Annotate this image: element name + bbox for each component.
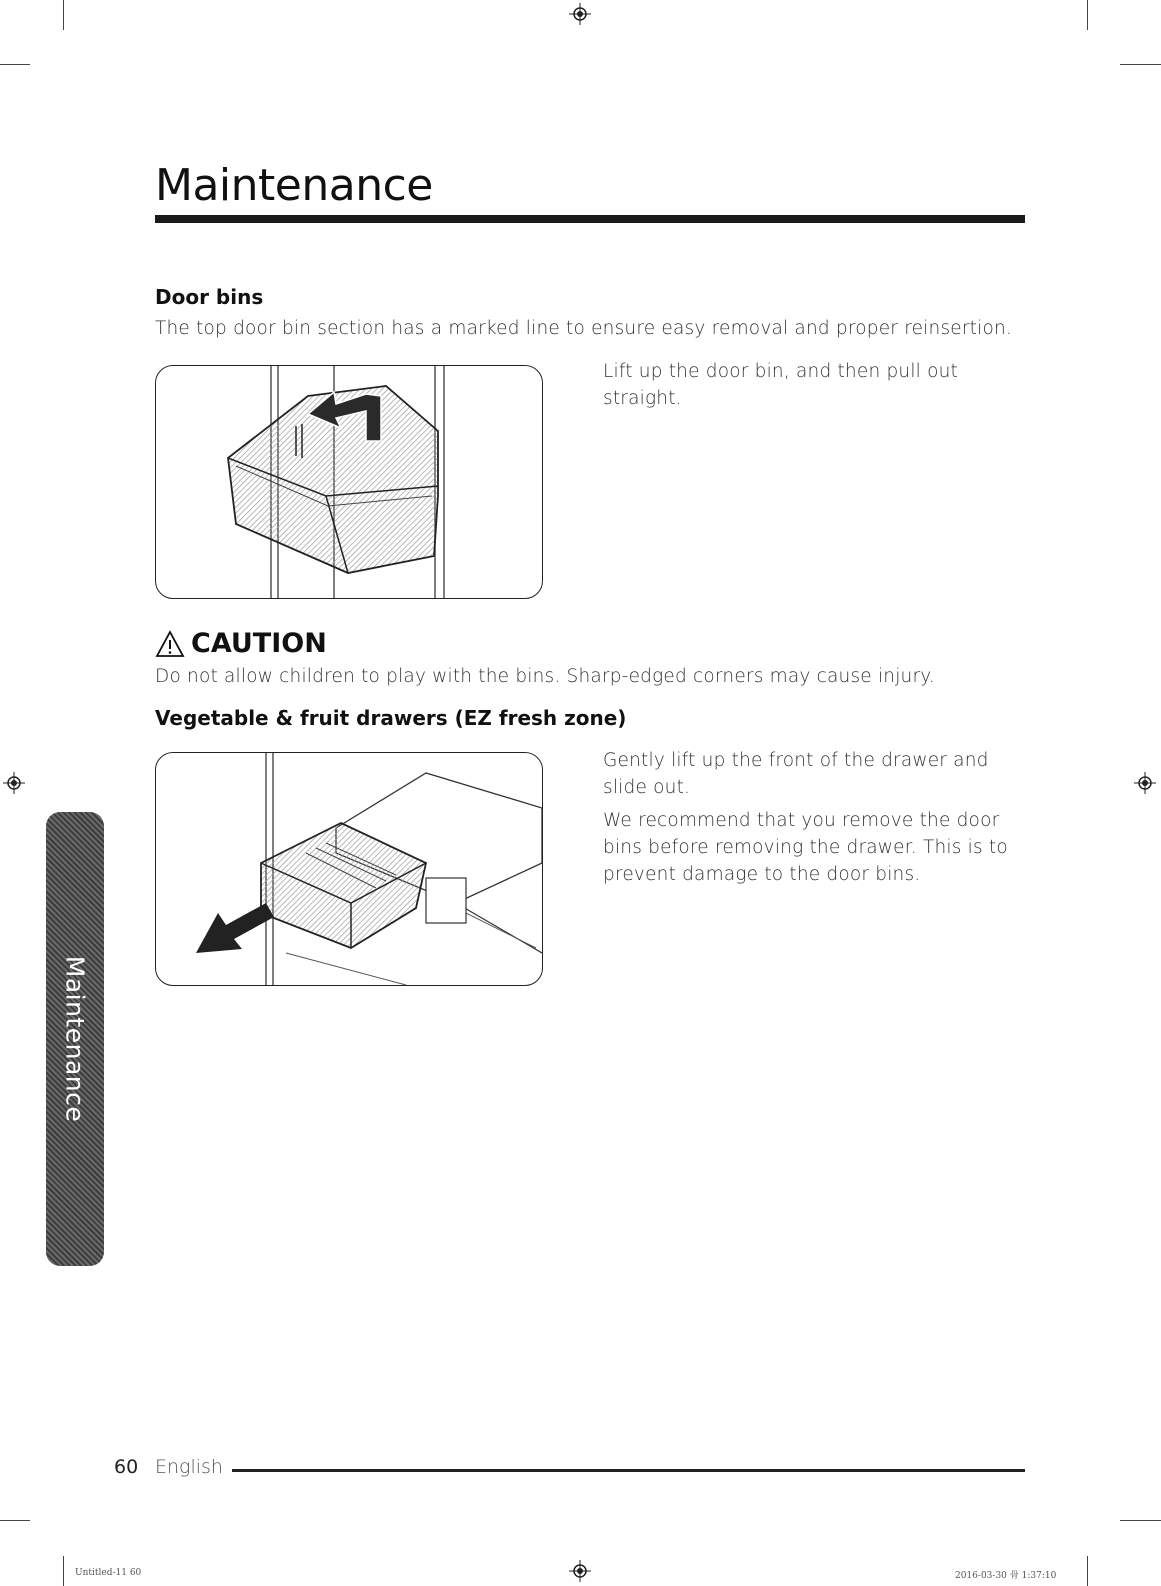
vegetable-drawers-instructions <box>603 747 1008 888</box>
caution-label: CAUTION <box>191 628 327 659</box>
vegetable-drawer-illustration <box>155 752 543 986</box>
door-bins-heading: Door bins <box>155 285 264 309</box>
footer-rule <box>232 1469 1025 1472</box>
crop-mark <box>0 1520 30 1521</box>
crop-mark <box>63 0 64 30</box>
print-slug-right: 2016-03-30 ⻣ 1:37:10 <box>955 1571 1057 1581</box>
print-slug-left: Untitled-11 60 <box>75 1568 142 1578</box>
page-number: 60 <box>114 1456 139 1478</box>
crop-mark <box>63 1556 64 1586</box>
vegetable-drawers-heading: Vegetable & fruit drawers (EZ fresh zone) <box>155 706 627 730</box>
door-bin-illustration <box>155 365 543 599</box>
caution-text: Do not allow children to play with the bins. Sharp-edged corners may cause injury. <box>155 666 935 687</box>
warning-triangle-icon <box>155 630 185 658</box>
registration-mark-icon <box>569 3 591 25</box>
footer-language: English <box>155 1456 223 1478</box>
registration-mark-icon <box>1134 772 1156 794</box>
page-title: Maintenance <box>155 160 433 211</box>
side-tab-label: Maintenance <box>60 955 90 1123</box>
door-bins-instruction-line: Lift up the door bin, and then pull out <box>603 361 958 382</box>
door-bins-instruction-line: straight. <box>603 388 682 409</box>
instruction-line: Gently lift up the front of the drawer and <box>603 750 989 771</box>
registration-mark-icon <box>569 1560 591 1582</box>
instruction-line: slide out. <box>603 777 691 798</box>
crop-mark <box>1120 64 1161 65</box>
note-line: bins before removing the drawer. This is to <box>603 837 1008 858</box>
note-line: We recommend that you remove the door <box>603 810 1000 831</box>
note-line: prevent damage to the door bins. <box>603 864 921 885</box>
title-rule <box>155 215 1025 223</box>
crop-mark <box>1087 1556 1088 1586</box>
registration-mark-icon <box>3 772 25 794</box>
crop-mark <box>1087 0 1088 30</box>
door-bins-intro: The top door bin section has a marked line to ensure easy removal and proper reinsertion. <box>155 318 1012 339</box>
crop-mark <box>0 64 30 65</box>
caution-heading <box>155 628 327 659</box>
door-bins-instruction <box>603 358 958 412</box>
section-side-tab <box>46 812 104 1266</box>
crop-mark <box>1120 1520 1161 1521</box>
